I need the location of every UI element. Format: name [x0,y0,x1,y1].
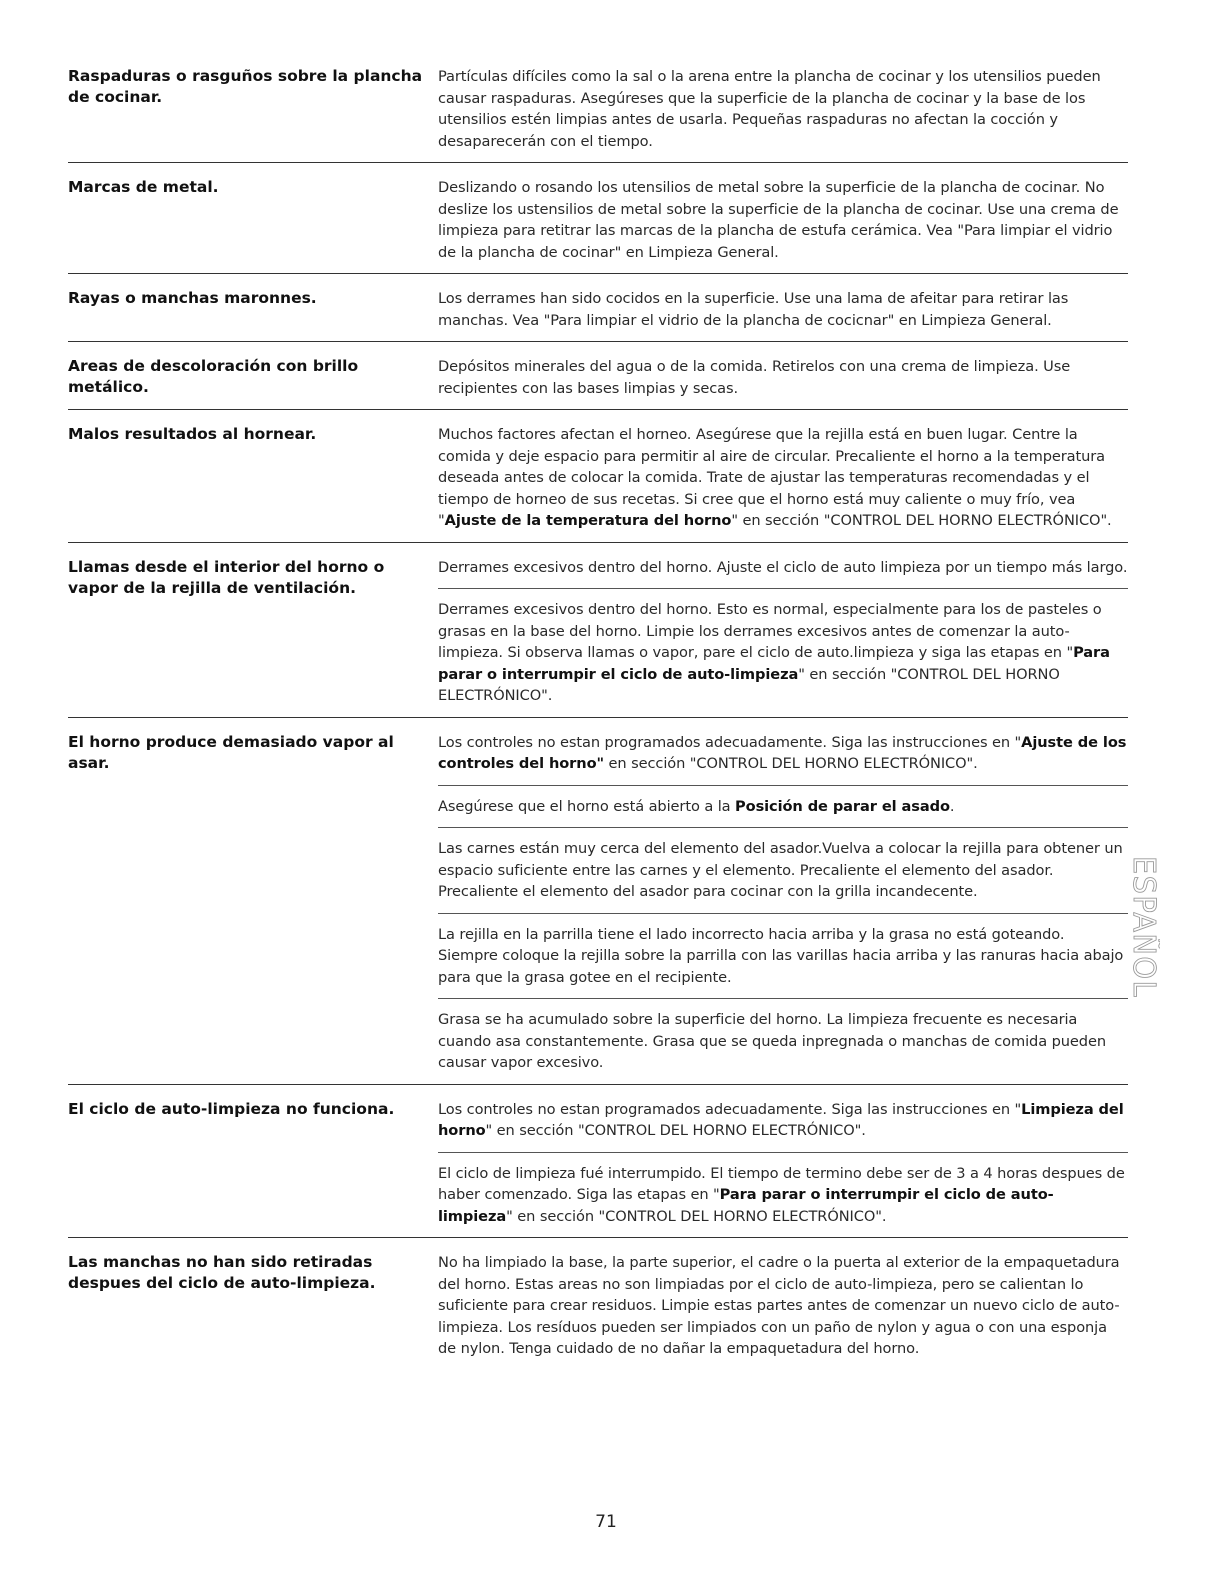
bold-reference: Posición de parar el asado [735,797,950,815]
bold-reference: Para parar o interrumpir el ciclo de auto-limpieza [438,644,1110,683]
table-row [68,163,1128,274]
solutions-cell [438,422,1128,542]
problem-heading: El ciclo de auto-limpieza no funciona. [68,1099,395,1118]
table-row [68,64,1128,163]
problem-heading: Marcas de metal. [68,178,219,196]
text-segment: en sección "CONTROL DEL HORNO ELECTRÓNICO". [604,755,978,772]
side-tab-label: ESPAÑOL [1126,856,1160,998]
solutions-cell [438,1250,1128,1370]
solutions-cell [438,354,1128,409]
solution-text [438,64,1128,162]
solutions-cell [438,175,1128,273]
text-segment: " en sección "CONTROL DEL HORNO ELECTRÓNICO". [506,1207,887,1225]
page-number: 71 [595,1512,617,1532]
solutions-cell [438,64,1128,162]
solution-text [438,354,1128,409]
text-segment: Asegúrese que el horno está abierto a la [438,797,736,815]
text-segment: Derrames excesivos dentro del horno. Ajuste el ciclo de auto limpieza por un tiempo más largo. [438,558,1128,576]
solution-text [438,1250,1128,1370]
solution-text [438,827,1128,913]
solution-text [438,286,1128,341]
solution-text [438,785,1128,828]
text-segment: " en sección "CONTROL DEL HORNO ELECTRÓNICO". [485,1122,866,1139]
table-row [68,274,1128,342]
text-segment: Las carnes están muy cerca del elemento del asador.Vuelva a colocar la rejilla para obtener un espacio suficiente entre las carnes y el elemento. Precaliente el elemento del asador. Precaliente el elemento del asador para cocinar con la grilla incandecente. [438,840,1123,900]
text-segment: Muchos factores afectan el horneo. Asegúrese que la rejilla está en buen lugar. Centre la comida y deje espacio para permitir al aire de circular. Precaliente el horno a la temperatura deseada antes de colocar la comida. Trate de ajustar las temperaturas recomendadas y el tiempo de horneo de sus recetas. Si cree que el horno está muy caliente o muy frío, vea " [438,426,1106,529]
bold-reference: Ajuste de los controles del horno" [438,733,1127,772]
solutions-cell [438,286,1128,341]
language-side-tab [1124,856,1160,998]
problem-heading: Rayas o manchas maronnes. [68,289,317,307]
text-segment: Deslizando o rosando los utensilios de metal sobre la superficie de la plancha de cocinar. No deslize los ustensilios de metal sobre la superficie de la plancha de cocinar. Use una crema de limpieza para retitrar las marcas de la plancha de estufa cerámica. Vea "Para limpiar el vidrio de la plancha de cocinar" en Limpieza General. [438,179,1119,261]
text-segment: Derrames excesivos dentro del horno. Esto es normal, especialmente para los de pasteles o grasas en la base del horno. Limpie los derrames excesivos antes de comenzar la auto-limpieza. Si observa llamas o vapor, pare el ciclo de auto.limpieza y siga las etapas en " [438,601,1102,661]
text-segment: Los controles no estan programados adecuadamente. Siga las instrucciones en " [438,733,1022,751]
text-segment: La rejilla en la parrilla tiene el lado incorrecto hacia arriba y la grasa no está goteando. Siempre coloque la rejilla sobre la parrilla con las varillas hacia arriba y las ranuras hacia abajo para que la grasa gotee en el recipiente. [438,925,1124,986]
table-row [68,410,1128,543]
troubleshooting-table [68,64,1128,1370]
solutions-cell [438,555,1128,717]
bold-reference: Limpieza del horno [438,1100,1124,1139]
solution-text [438,913,1128,999]
text-segment: . [949,797,955,815]
text-segment: Grasa se ha acumulado sobre la superficie del horno. La limpieza frecuente es necesaria cuando asa constantemente. Grasa que se queda inpregnada o manchas de comida pueden causar vapor excesivo. [438,1011,1106,1071]
solutions-cell [438,1097,1128,1238]
solutions-cell [438,730,1128,1084]
solution-text [438,175,1128,273]
table-row [68,1085,1128,1239]
text-segment: Los derrames han sido cocidos en la superficie. Use una lama de afeitar para retirar las manchas. Vea "Para limpiar el vidrio de la plancha de cocicnar" en Limpieza General. [438,290,1069,329]
problem-heading: Areas de descoloración con brillo metálico. [68,357,359,396]
text-segment: " en sección "CONTROL DEL HORNO ELECTRÓNICO". [731,512,1112,529]
table-row [68,342,1128,410]
solution-text [438,422,1128,542]
bold-reference: Ajuste de la temperatura del horno [444,512,732,529]
solution-text [438,998,1128,1084]
bold-reference: Para parar o interrumpir el ciclo de auto-limpieza [438,1186,1054,1225]
solution-text [438,1097,1128,1152]
solution-text [438,555,1128,589]
text-segment: El ciclo de limpieza fué interrumpido. El tiempo de termino debe ser de 3 a 4 horas despues de haber comenzado. Siga las etapas en " [438,1164,1125,1203]
solution-text [438,588,1128,717]
problem-heading: Las manchas no han sido retiradas despues del ciclo de auto-limpieza. [68,1253,376,1292]
problem-heading: Malos resultados al hornear. [68,425,317,443]
text-segment: Depósitos minerales del agua o de la comida. Retirelos con una crema de limpieza. Use recipientes con las bases limpias y secas. [438,358,1071,397]
text-segment: No ha limpiado la base, la parte superior, el cadre o la puerta al exterior de la empaquetadura del horno. Estas areas no son limpiadas por el ciclo de auto-limpieza, pero se calientan lo suficiente para crear residuos. Limpie estas partes antes de comenzar un nuevo ciclo de auto-limpieza. Los resíduos pueden ser limpiados con un paño de nylon y agua o con una esponja de nylon. Tenga cuidado de no dañar la empaquetadura del horno. [438,1254,1120,1357]
table-row [68,543,1128,718]
text-segment: Los controles no estan programados adecuadamente. Siga las instrucciones en " [438,1100,1022,1118]
text-segment: " en sección "CONTROL DEL HORNO ELECTRÓNICO". [438,665,1060,704]
problem-heading: Llamas desde el interior del horno o vapor de la rejilla de ventilación. [68,557,385,597]
problem-heading: El horno produce demasiado vapor al asar. [68,732,394,772]
solution-text [438,1152,1128,1238]
table-row [68,718,1128,1085]
problem-heading: Raspaduras o rasguños sobre la plancha de cocinar. [68,67,423,106]
text-segment: Partículas difíciles como la sal o la arena entre la plancha de cocinar y los utensilios pueden causar raspaduras. Asegúreses que la superficie de la plancha de cocinar y la base de los utensilios estén limpias antes de usarla. Pequeñas raspaduras no afectan la cocción y desaparecerán con el tiempo. [438,68,1101,150]
solution-text [438,730,1128,785]
table-row [68,1238,1128,1370]
